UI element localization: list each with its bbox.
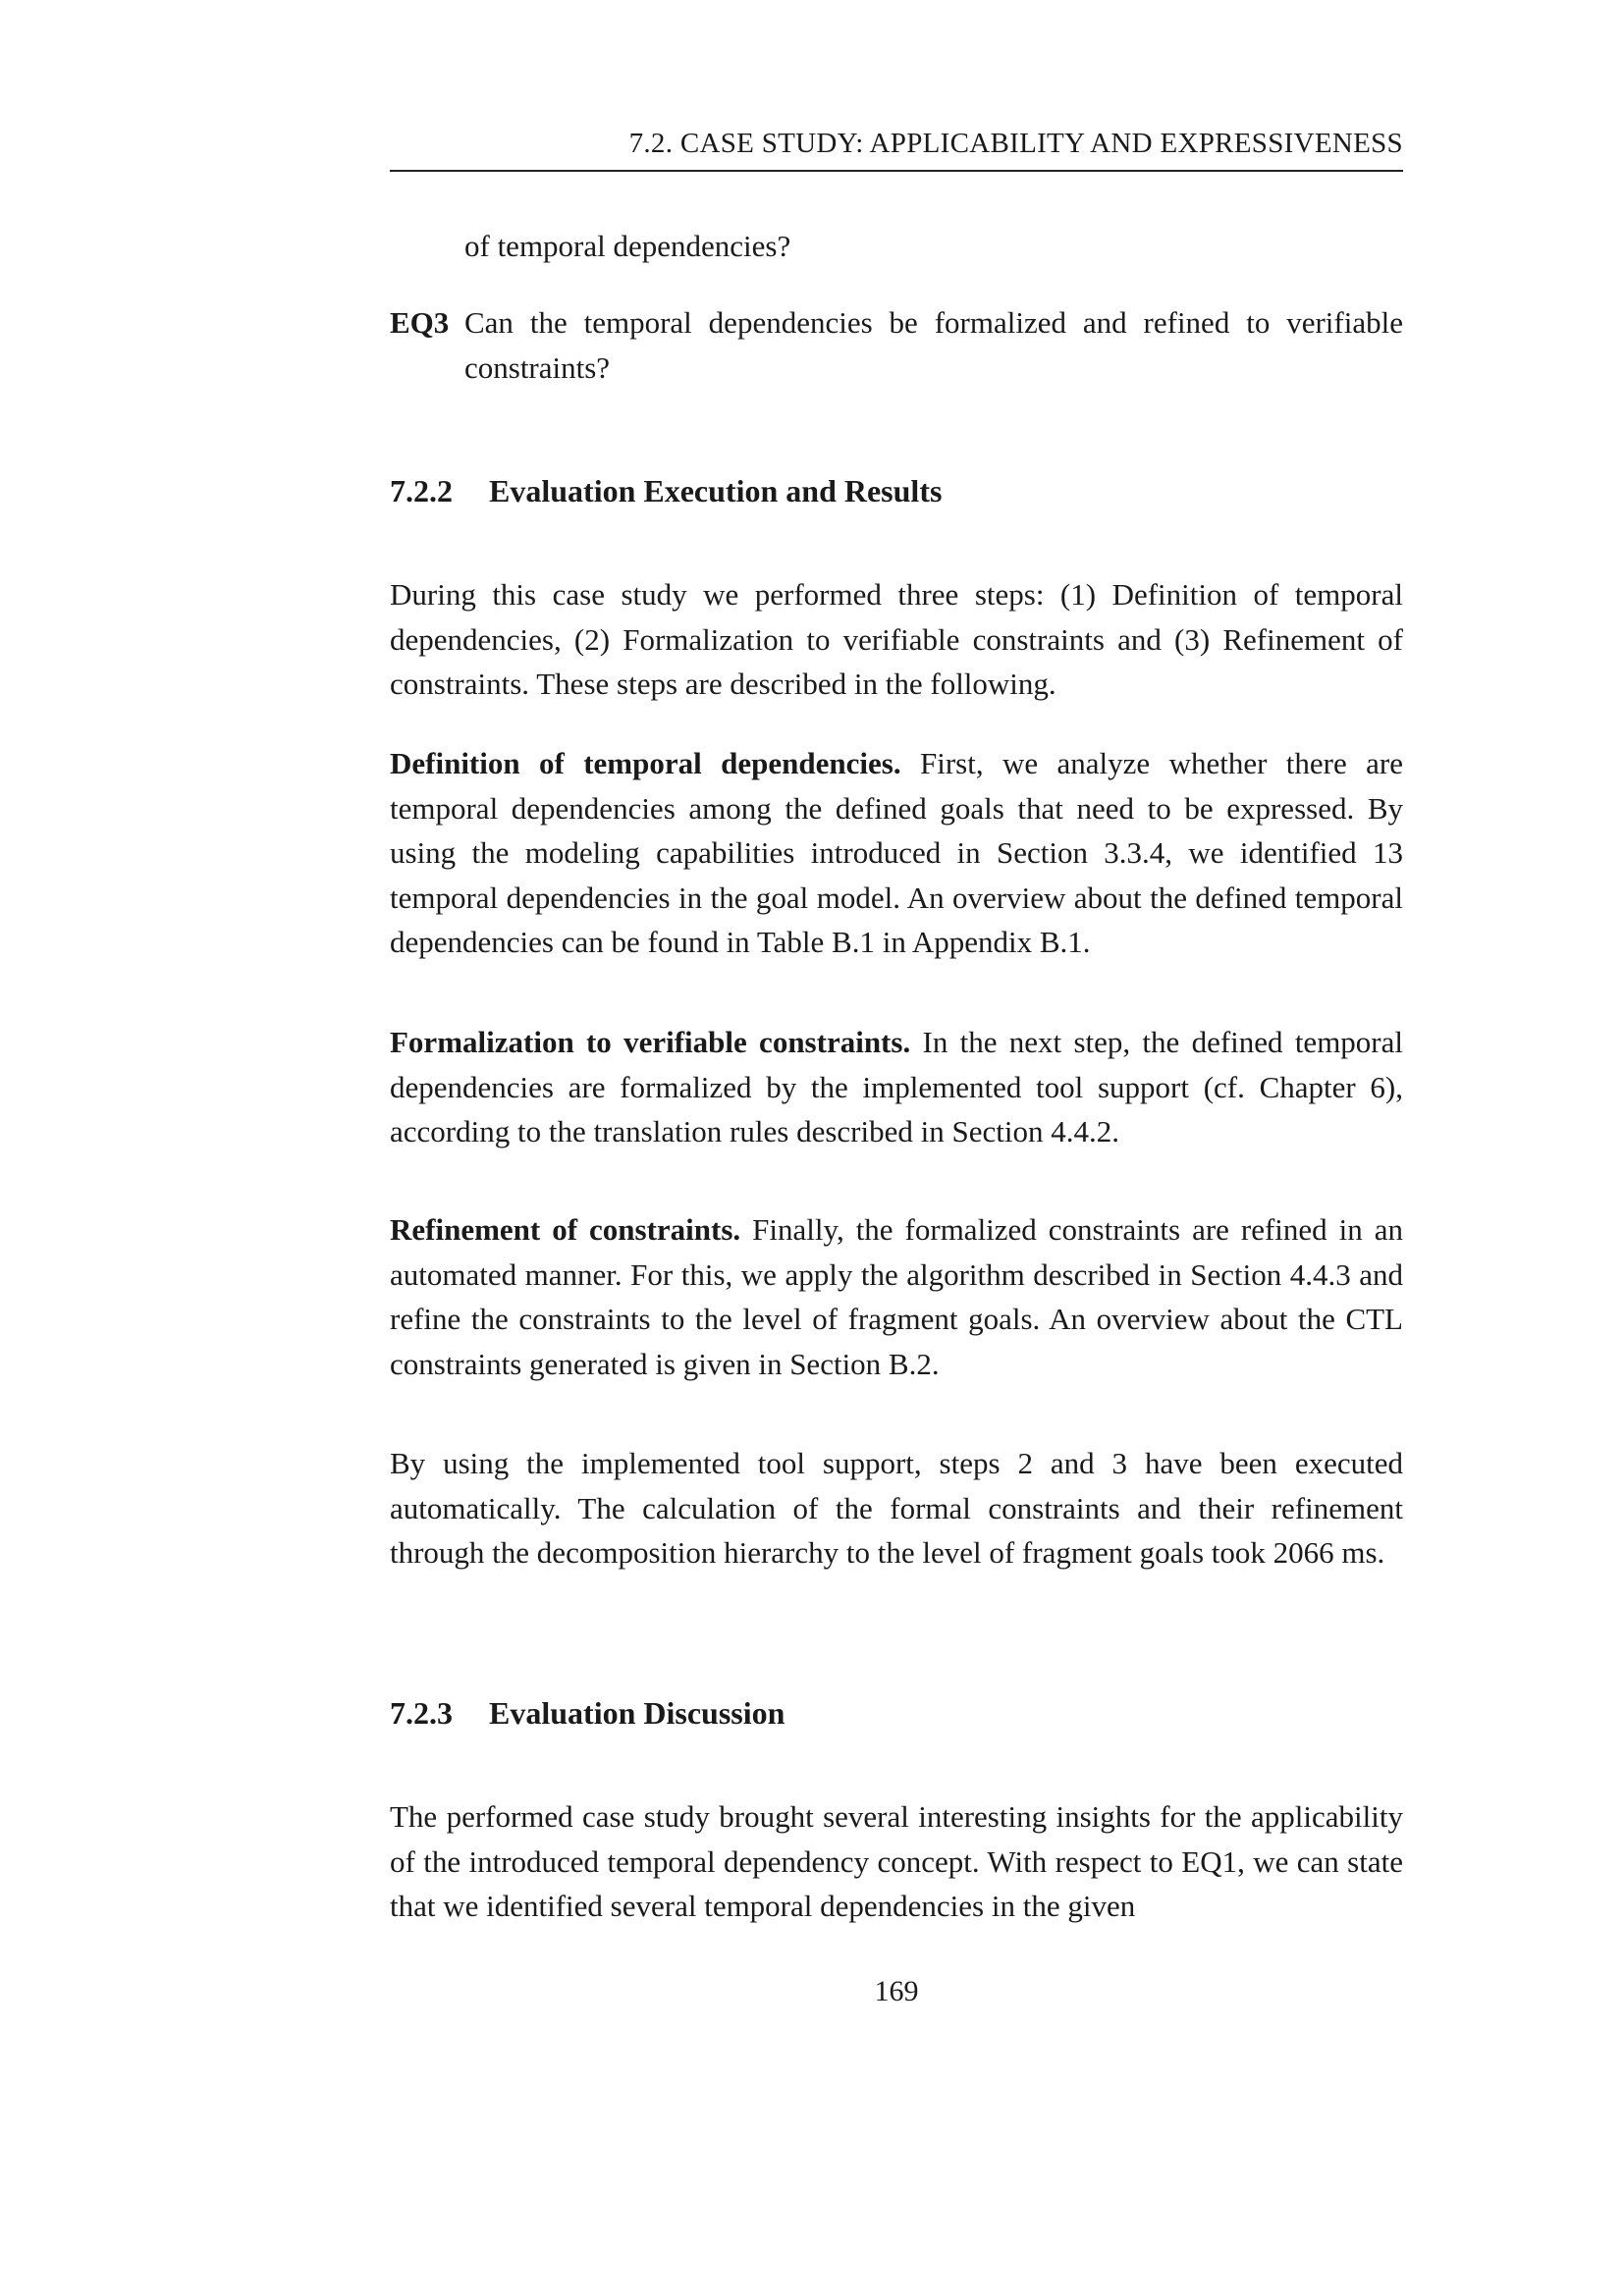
page-number: 169 <box>874 1975 919 2007</box>
intro-paragraph: During this case study we performed three steps: (1) Definition of temporal dependencies, (2) Formalization to verifiable constraints and (3) Refinement of constraints. These steps are described in the following. <box>390 577 1403 701</box>
step2-title: Formalization to verifiable constraints. <box>390 1025 911 1059</box>
eq3-text: Can the temporal dependencies be formalized and refined to verifiable constraints? <box>464 305 1403 385</box>
step2-text: In the next step, the defined temporal dependencies are formalized by the implemented tool support (cf. Chapter 6), according to the translation rules described in Section 4.4.2. <box>390 1025 1404 1148</box>
running-header: 7.2. CASE STUDY: APPLICABILITY AND EXPRESSIVENESS <box>390 128 1403 172</box>
step3-text: Finally, the formalized constraints are refined in an automated manner. For this, we apply the algorithm described in Section 4.4.3 and refine the constraints to the level of fragment goals. An overview about the CTL constraints generated is given in Section B.2. <box>390 1212 1403 1381</box>
tool-paragraph: By using the implemented tool support, steps 2 and 3 have been executed automatically. The calculation of the formal constraints and their refinement through the decomposition hierarchy to the level of fragment goals took 2066 ms. <box>390 1446 1403 1570</box>
section-number: 7.2.2 <box>390 473 453 508</box>
step3-paragraph <box>390 1207 1403 1386</box>
eq3-item <box>390 300 1403 390</box>
section-title: Evaluation Execution and Results <box>489 473 943 508</box>
eq3-label: EQ3 <box>390 305 450 340</box>
section-number: 7.2.3 <box>390 1695 453 1731</box>
discussion-paragraph: The performed case study brought several interesting insights for the applicability of the introduced temporal dependency concept. With respect to EQ1, we can state that we identified several temporal dependencies in the given <box>390 1799 1403 1923</box>
section-heading-7-2-3 <box>390 1695 785 1732</box>
section-heading-7-2-2 <box>390 473 942 509</box>
step2-paragraph <box>390 1020 1403 1154</box>
step3-title: Refinement of constraints. <box>390 1212 741 1247</box>
step1-text: First, we analyze whether there are temporal dependencies among the defined goals that need to be expressed. By using the modeling capabilities introduced in Section 3.3.4, we identified 13 temporal dependencies in the goal model. An overview about the defined temporal dependencies can be found in Table B.1 in Appendix B.1. <box>390 746 1404 959</box>
step1-title: Definition of temporal dependencies. <box>390 746 901 780</box>
question-continuation: of temporal dependencies? <box>464 229 791 263</box>
step1-paragraph <box>390 741 1403 965</box>
section-title: Evaluation Discussion <box>489 1695 785 1731</box>
